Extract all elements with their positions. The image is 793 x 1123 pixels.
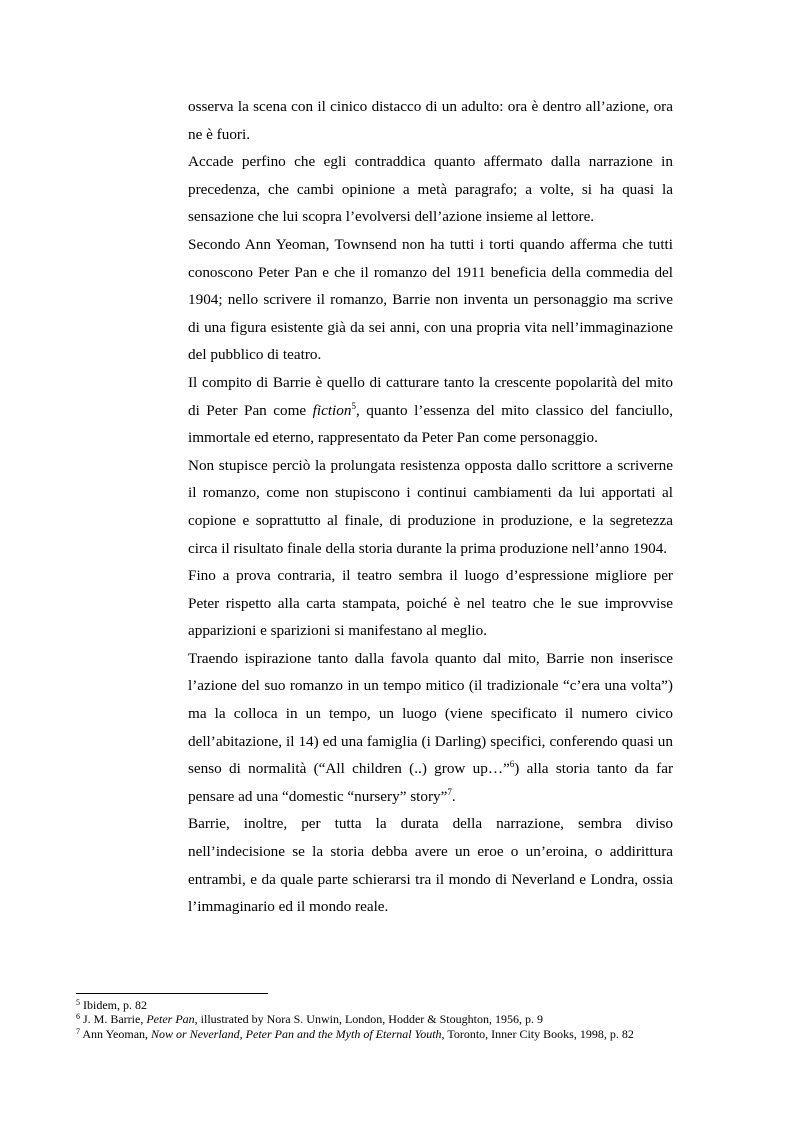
footnotes (76, 998, 736, 1041)
paragraph-4 (188, 369, 673, 452)
paragraph-4-text-b: , quanto l’essenza del mito classico del fanciullo, immortale ed eterno, rappresentato da Peter Pan come personaggio. (188, 401, 673, 447)
footnote-number: 6 (76, 1012, 80, 1022)
footnote-number: 7 (76, 1026, 80, 1036)
paragraph-7-text-b: ) alla storia tanto da far pensare ad una “domestic “nursery” story” (188, 760, 673, 805)
paragraph-7-text-a: Traendo ispirazione tanto dalla favola quanto dal mito, Barrie non inserisce l’azione del suo romanzo in un tempo mitico (il tradizionale “c’era una volta”) ma la colloca in un tempo, un luogo (viene specificato il numero civico dell’abitazione, il 14) ed una famiglia (i Darling) specifici, conferendo quasi un senso di normalità (“All children (..) grow up…” (188, 649, 673, 778)
paragraph-4-text-a: Il compito di Barrie è quello di catturare tanto la crescente popolarità del mito di Peter Pan come (188, 373, 673, 419)
footnote-ref-5: 5 (351, 400, 356, 411)
paragraph-8: Barrie, inoltre, per tutta la durata della narrazione, sembra diviso nell’indecisione se la storia debba avere un eroe o un’eroina, o addirittura entrambi, e da quale parte schierarsi tra il mondo di Neverland e Londra, ossia l’immaginario ed il mondo reale. (188, 815, 673, 916)
footnote-text-b: , Toronto, Inner City Books, 1998, p. 82 (441, 1026, 634, 1041)
footnote-number: 5 (76, 998, 80, 1007)
body-text (188, 93, 673, 921)
footnote-7 (76, 1027, 736, 1041)
footnote-text-a: Ann Yeoman, (82, 1026, 152, 1041)
footnote-ref-6: 6 (509, 759, 515, 770)
footnote-title: Peter Pan (146, 1012, 195, 1027)
footnote-title: Now or Neverland, Peter Pan and the Myth of Eternal Youth (151, 1026, 442, 1041)
paragraph-7-text-c: . (451, 787, 456, 805)
paragraph-2: Accade perfino che egli contraddica quanto affermato dalla narrazione in precedenza, che cambi opinione a metà paragrafo; a volte, si ha quasi la sensazione che lui scopra l’evolversi dell’azione insieme al lettore. (188, 153, 673, 226)
footnote-divider (76, 993, 268, 994)
footnote-text-b: , illustrated by Nora S. Unwin, London, Hodder & Stoughton, 1956, p. 9 (194, 1012, 543, 1027)
footnote-text: Ibidem, p. 82 (83, 998, 147, 1012)
footnote-text-a: J. M. Barrie, (83, 1012, 147, 1027)
paragraph-6: Fino a prova contraria, il teatro sembra il luogo d’espressione migliore per Peter rispetto alla carta stampata, poiché è nel teatro che le sue improvvise apparizioni e sparizioni si manifestano al meglio. (188, 567, 673, 640)
paragraph-4-italic: fiction (312, 401, 352, 419)
paragraph-3: Secondo Ann Yeoman, Townsend non ha tutti i torti quando afferma che tutti conoscono Peter Pan e che il romanzo del 1911 beneficia della commedia del 1904; nello scrivere il romanzo, Barrie non inventa un personaggio ma scrive di una figura esistente già da sei anni, con una propria vita nell’immaginazione del pubblico di teatro. (188, 235, 673, 364)
footnote-ref-7: 7 (447, 786, 452, 797)
paragraph-7 (188, 645, 673, 811)
paragraph-1: osserva la scena con il cinico distacco di un adulto: ora è dentro all’azione, ora ne è fuori. (188, 98, 673, 143)
footnote-5 (76, 998, 736, 1012)
footnote-6 (76, 1012, 736, 1026)
paragraph-5: Non stupisce perciò la prolungata resistenza opposta dallo scrittore a scriverne il romanzo, come non stupiscono i continui cambiamenti da lui apportati al copione e soprattutto al finale, di produzione in produzione, e la segretezza circa il risultato finale della storia durante la prima produzione nell’anno 1904. (188, 456, 673, 557)
